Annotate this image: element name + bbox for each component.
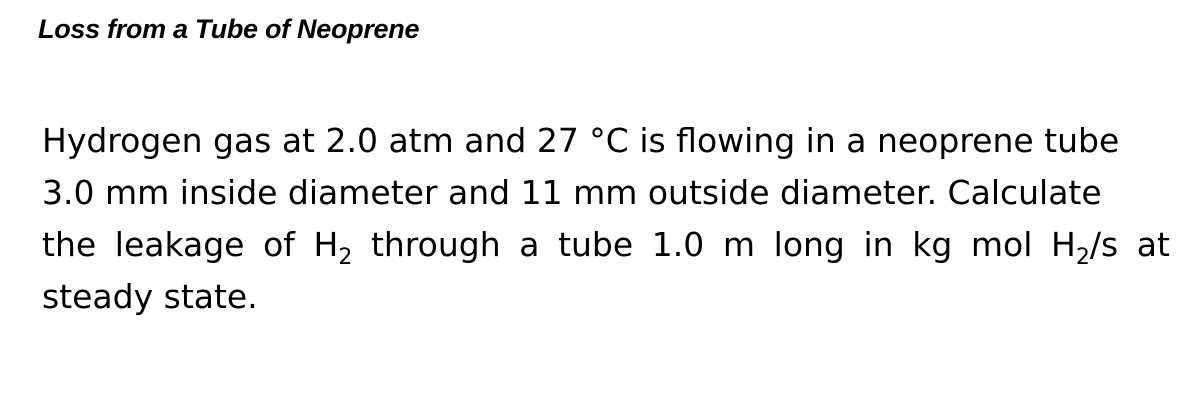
word: leakage	[114, 225, 245, 264]
page-title: Loss from a Tube of Neoprene	[38, 14, 420, 44]
word: in	[863, 225, 894, 264]
problem-line-3	[42, 219, 1170, 271]
problem-line-1: Hydrogen gas at 2.0 atm and 27 °C is flowing in a neoprene tube	[42, 121, 1120, 160]
word: mol	[970, 225, 1033, 264]
word: long	[773, 225, 845, 264]
word: 1.0	[651, 225, 705, 264]
word: tube	[558, 225, 634, 264]
word: kg	[912, 225, 953, 264]
word: m	[722, 225, 756, 264]
hydrogen-formula	[314, 219, 353, 271]
unit-tail: /s	[1089, 225, 1119, 264]
formula-symbol: H	[1051, 225, 1076, 264]
hydrogen-rate-unit	[1051, 219, 1118, 271]
problem-statement	[42, 115, 1170, 323]
word: a	[519, 225, 540, 264]
problem-line-4: steady state.	[42, 277, 258, 316]
word: at	[1136, 225, 1170, 264]
formula-symbol: H	[313, 225, 339, 264]
formula-subscript: 2	[1075, 245, 1090, 270]
formula-subscript: 2	[338, 245, 353, 270]
problem-line-2: 3.0 mm inside diameter and 11 mm outside diameter. Calculate	[42, 173, 1102, 212]
word: through	[370, 225, 501, 264]
word: of	[263, 225, 295, 264]
word: the	[42, 225, 97, 264]
